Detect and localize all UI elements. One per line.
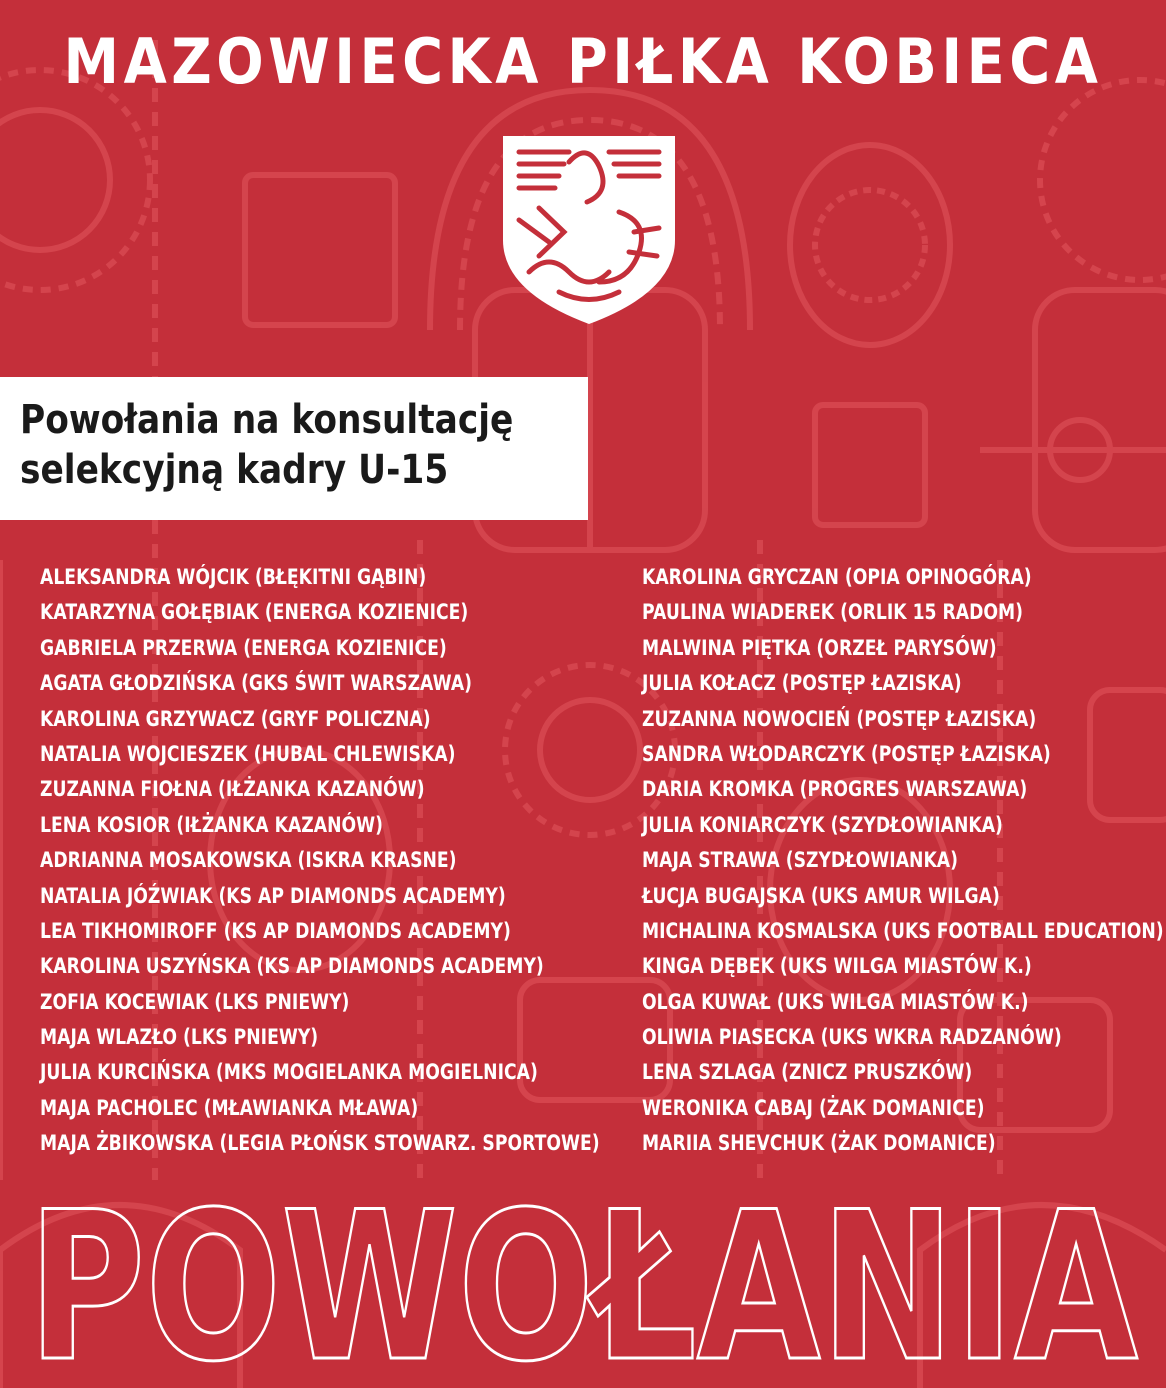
list-item: LENA KOSIOR (IŁŻANKA KAZANÓW) bbox=[40, 812, 384, 837]
list-item: ZUZANNA NOWOCIEŃ (POSTĘP ŁAZISKA) bbox=[642, 706, 1037, 731]
headline-line-1: Powołania na konsultację bbox=[20, 397, 514, 443]
list-item: KAROLINA USZYŃSKA (KS AP DIAMONDS ACADEMY) bbox=[40, 954, 544, 979]
list-item: KATARZYNA GOŁĘBIAK (ENERGA KOZIENICE) bbox=[40, 600, 469, 625]
headline-box bbox=[0, 377, 588, 520]
list-item: KAROLINA GRZYWACZ (GRYF POLICZNA) bbox=[40, 706, 431, 731]
list-item: MAJA WLAZŁO (LKS PNIEWY) bbox=[40, 1025, 319, 1050]
list-item: ZUZANNA FIOŁNA (IŁŻANKA KAZANÓW) bbox=[40, 777, 425, 802]
list-item: DARIA KROMKA (PROGRES WARSZAWA) bbox=[642, 777, 1028, 802]
list-item: MAJA ŻBIKOWSKA (LEGIA PŁOŃSK STOWARZ. SPORTOWE) bbox=[40, 1131, 600, 1156]
list-item: MAJA PACHOLEC (MŁAWIANKA MŁAWA) bbox=[40, 1095, 419, 1120]
roster-left-column bbox=[40, 560, 722, 1162]
list-item: JULIA KURCIŃSKA (MKS MOGIELANKA MOGIELNICA) bbox=[40, 1060, 538, 1085]
list-item: WERONIKA CABAJ (ŻAK DOMANICE) bbox=[642, 1095, 985, 1120]
footer-outline-word bbox=[0, 1180, 1166, 1380]
list-item: ZOFIA KOCEWIAK (LKS PNIEWY) bbox=[40, 989, 350, 1014]
list-item: JULIA KOŁACZ (POSTĘP ŁAZISKA) bbox=[642, 671, 962, 696]
roster-right-column bbox=[642, 560, 1166, 1162]
list-item: NATALIA WOJCIESZEK (HUBAL CHLEWISKA) bbox=[40, 741, 456, 766]
eagle-crest-icon bbox=[499, 132, 679, 328]
list-item: OLIWIA PIASECKA (UKS WKRA RADZANÓW) bbox=[642, 1025, 1062, 1050]
footer-word-text: POWOŁANIA bbox=[28, 1180, 1138, 1380]
list-item: KINGA DĘBEK (UKS WILGA MIASTÓW K.) bbox=[642, 954, 1032, 979]
list-item: MAJA STRAWA (SZYDŁOWIANKA) bbox=[642, 848, 958, 873]
list-item: MALWINA PIĘTKA (ORZEŁ PARYSÓW) bbox=[642, 635, 997, 660]
list-item: ŁUCJA BUGAJSKA (UKS AMUR WILGA) bbox=[642, 883, 1000, 908]
list-item: MICHALINA KOSMALSKA (UKS FOOTBALL EDUCATION) bbox=[642, 918, 1164, 943]
list-item: MARIIA SHEVCHUK (ŻAK DOMANICE) bbox=[642, 1131, 996, 1156]
list-item: ADRIANNA MOSAKOWSKA (ISKRA KRASNE) bbox=[40, 848, 457, 873]
list-item: SANDRA WŁODARCZYK (POSTĘP ŁAZISKA) bbox=[642, 741, 1051, 766]
list-item: GABRIELA PRZERWA (ENERGA KOZIENICE) bbox=[40, 635, 447, 660]
list-item: LENA SZLAGA (ZNICZ PRUSZKÓW) bbox=[642, 1060, 973, 1085]
list-item: PAULINA WIADEREK (ORLIK 15 RADOM) bbox=[642, 600, 1024, 625]
headline-line-2: selekcyjną kadry U-15 bbox=[20, 447, 449, 493]
list-item: AGATA GŁODZIŃSKA (GKS ŚWIT WARSZAWA) bbox=[40, 671, 473, 696]
list-item: JULIA KONIARCZYK (SZYDŁOWIANKA) bbox=[642, 812, 1003, 837]
list-item: OLGA KUWAŁ (UKS WILGA MIASTÓW K.) bbox=[642, 989, 1029, 1014]
list-item: NATALIA JÓŹWIAK (KS AP DIAMONDS ACADEMY) bbox=[40, 883, 506, 908]
list-item: LEA TIKHOMIROFF (KS AP DIAMONDS ACADEMY) bbox=[40, 918, 511, 943]
list-item: KAROLINA GRYCZAN (OPIA OPINOGÓRA) bbox=[642, 565, 1032, 589]
list-item: ALEKSANDRA WÓJCIK (BŁĘKITNI GĄBIN) bbox=[40, 565, 427, 589]
page-title: MAZOWIECKA PIŁKA KOBIECA bbox=[63, 25, 1103, 98]
